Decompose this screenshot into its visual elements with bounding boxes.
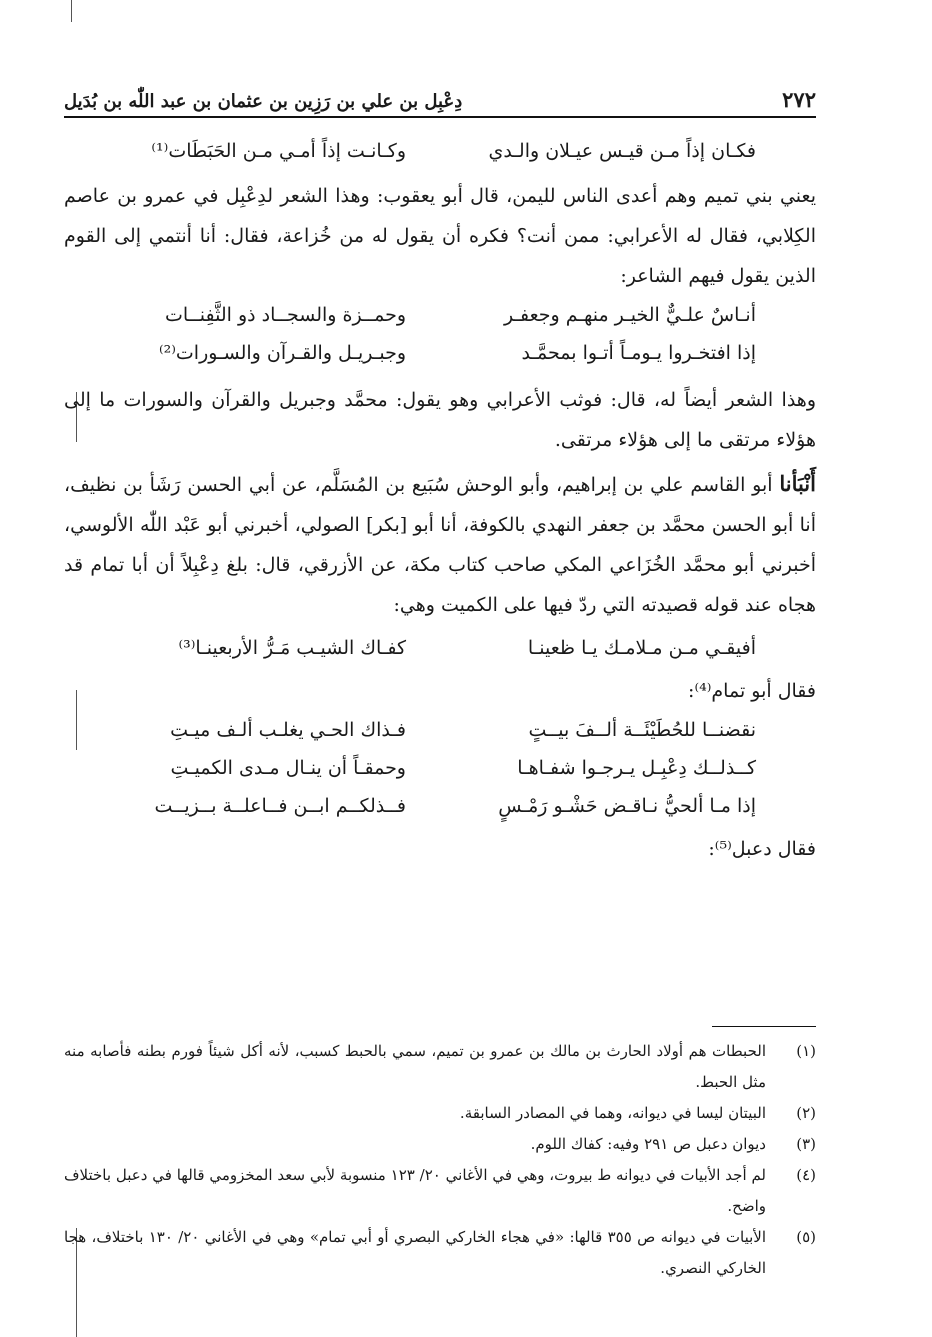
footnote-text: البيتان ليسا في ديوانه، وهما في المصادر السابقة. (459, 1104, 766, 1122)
main-text (64, 132, 816, 869)
verse-first-hemistich: إذا مـا ألحيُّ نـاقـض حَشْـو رَمْـسٍ (498, 795, 756, 817)
footnote (64, 1222, 816, 1284)
paragraph: فقال أبو تمام⁽⁴⁾: (688, 680, 816, 702)
verse-line (64, 334, 816, 372)
footnote-text: الحبطات هم أولاد الحارث بن مالك بن عمرو بن تميم، سمي بالحبط كسبب، لأنه أكل شيئاً فورم بطنه فأصابه منه مثل الحبط. (64, 1042, 766, 1091)
footnote (64, 1036, 816, 1098)
page-header (64, 76, 816, 118)
footnote-text: ديوان دعبل ص ٢٩١ وفيه: كفاك اللوم. (530, 1135, 766, 1153)
verse-line (64, 132, 816, 170)
footnote-number: (٣) (796, 1135, 816, 1153)
verse-second-hemistich: وحمقـاً أن ينـال مـدى الكميـتِ (170, 757, 406, 779)
footnote-separator (712, 1026, 816, 1027)
page-number: ٢٧٢ (782, 87, 816, 112)
scan-line-top (71, 0, 72, 22)
verse-line (64, 296, 816, 334)
paragraph-lead-word: أَنْبَأنا (779, 471, 816, 496)
footnote-number: (٥) (796, 1228, 816, 1246)
verse-first-hemistich: نقضنــا للحُطَيْئَــة ألــفَ بيــتٍ (528, 719, 756, 741)
verse-first-hemistich: أنـاسٌ علـيٌّ الخيـر منهـم وجعفـر (503, 304, 756, 326)
verse-first-hemistich: أفيقـي مـن مـلامـك يـا ظعينـا (527, 637, 756, 659)
verse-line (64, 629, 816, 667)
verse-line (64, 749, 816, 787)
verse-line (64, 711, 816, 749)
footnote (64, 1129, 816, 1160)
paragraph: وهذا الشعر أيضاً له، قال: فوثب الأعرابي وهو يقول: محمَّد وجبريل والقرآن والسورات ما إلى هؤلاء مرتقى ما إلى هؤلاء مرتقى. (64, 389, 816, 451)
verse-line (64, 787, 816, 825)
verse-first-hemistich: فكـان إذاً مـن قيـس عيـلان والـدي (488, 140, 756, 162)
paragraph: يعني بني تميم وهم أعدى الناس لليمن، قال أبو يعقوب: وهذا الشعر لدِعْبِل في عمرو بن عاصم الكِلابي، فقال له الأعرابي: ممن أنت؟ فكره أن يقول له من خُزاعة، فقال: أنا أنتمي إلى القوم الذين يقول فيهم الشاعر: (64, 185, 816, 287)
footnote-text: لم أجد الأبيات في ديوانه ط بيروت، وهي في الأغاني ٢٠/ ١٢٣ منسوبة لأبي سعد المخزومي قالها في دعبل باختلاف واضح. (64, 1166, 766, 1215)
verse-first-hemistich: كــذلــك دِعْبِـل يـرجـوا شفـاهـا (517, 757, 756, 779)
paragraph: فقال دعبل⁽⁵⁾: (708, 838, 816, 860)
footnote-number: (٢) (796, 1104, 816, 1122)
verse-second-hemistich: وكـانـت إذاً أمـي مـن الحَبَطَات⁽¹⁾ (151, 140, 406, 162)
verse-second-hemistich: فـذاك الحـي يغلـب ألـف ميـتِ (170, 719, 406, 741)
footnote-number: (١) (796, 1042, 816, 1060)
paragraph-text: أبو القاسم علي بن إبراهيم، وأبو الوحش سُبَيع بن المُسَلَّم، عن أبي الحسن رَشَأ بن نظيف، أنا أبو الحسن محمَّد بن جعفر النهدي بالكوفة، أنا أبو [بكر] الصولي، أخبرني أبو عَبْد اللّٰه الألوسي، أخبرني أبو محمَّد الخُزَاعي المكي صاحب كتاب مكة، عن الأزرقي، قال: بلغ دِعْبِلاً أن أبا تمام قد هجاه عند قوله قصيدته التي ردّ فيها على الكميت وهي: (64, 474, 816, 616)
running-title: دِعْبِل بن علي بن رَزِين بن عثمان بن عبد اللّٰه بن بُدَيل (64, 91, 463, 112)
footnote-text: الأبيات في ديوانه ص ٣٥٥ قالها: «في هجاء الخاركي البصري أو أبي تمام» وهي في الأغاني ٢٠/ ١٣٠ باختلاف، هجا الخاركي النصري. (64, 1228, 766, 1277)
verse-second-hemistich: وحمــزة والسجــاد ذو الثَّفِنــات (164, 304, 406, 326)
footnote-number: (٤) (796, 1166, 816, 1184)
footnotes (64, 1036, 816, 1284)
verse-first-hemistich: إذا افتخـروا يـومـاً أتـوا بمحمَّـد (521, 342, 756, 364)
footnote (64, 1098, 816, 1129)
verse-second-hemistich: كفـاك الشيـب مَـرُّ الأربعينـا⁽³⁾ (178, 637, 406, 659)
verse-second-hemistich: فــذلكــم ابــن فــاعلــة بــزيــت (154, 795, 406, 817)
footnote (64, 1160, 816, 1222)
verse-second-hemistich: وجبـريـل والقـرآن والسـورات⁽²⁾ (158, 342, 406, 364)
paragraph (64, 464, 816, 625)
